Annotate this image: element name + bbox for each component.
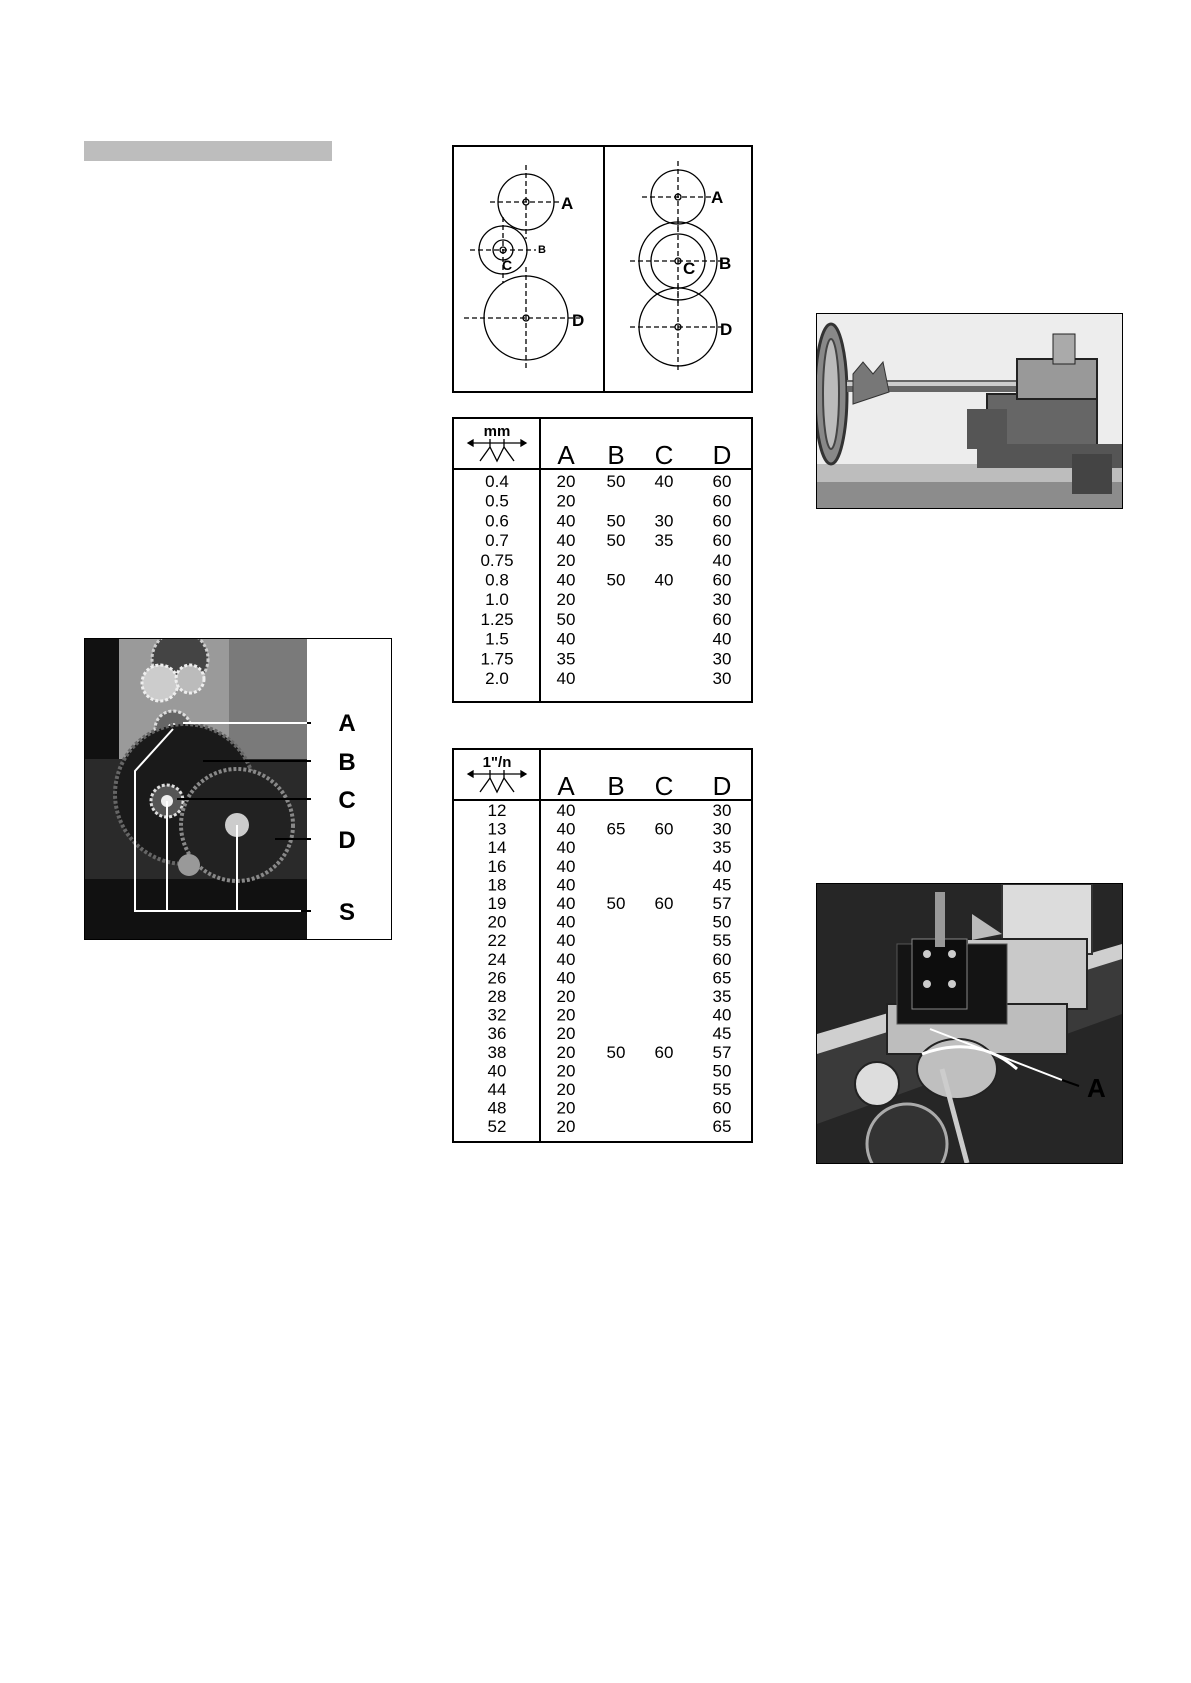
inch-row (488, 1061, 732, 1080)
metric-cell-d: 30 (712, 590, 732, 610)
thread-pitch-icon (468, 439, 526, 461)
metric-cell-d: 60 (712, 609, 732, 629)
inch-cell-a: 20 (556, 1080, 576, 1099)
metric-cell-d: 40 (712, 550, 732, 570)
inch-cell-b: 50 (606, 894, 626, 913)
inch-cell-a: 40 (556, 819, 576, 839)
metric-cell-a: 20 (556, 472, 576, 491)
inch-row (488, 1006, 732, 1025)
inch-cell-key: 18 (487, 875, 507, 895)
inch-col-d: D (712, 771, 732, 801)
inch-gear-table (452, 748, 753, 1143)
inch-cell-a: 40 (556, 856, 576, 876)
inch-cell-key: 40 (487, 1061, 507, 1081)
inch-col-b: B (607, 771, 625, 801)
inch-cell-key: 20 (487, 912, 507, 932)
inch-cell-a: 40 (556, 875, 576, 895)
metric-col-d: D (712, 440, 732, 470)
inch-row (488, 801, 732, 820)
right-label-b: B (719, 254, 732, 273)
inch-cell-key: 32 (487, 1005, 507, 1025)
metric-cell-d: 60 (712, 472, 732, 491)
inch-cell-b: 50 (606, 1042, 626, 1062)
metric-cell-key: 1.5 (485, 629, 509, 649)
thread-pitch-icon (468, 770, 526, 792)
inch-cell-d: 57 (712, 894, 732, 913)
inch-row (488, 838, 732, 857)
inch-cell-b: 65 (606, 819, 626, 839)
inch-row (488, 950, 732, 969)
metric-cell-a: 40 (556, 511, 576, 531)
inch-cell-a: 20 (556, 1117, 576, 1137)
inch-cell-key: 24 (487, 949, 507, 969)
inch-cell-a: 40 (556, 968, 576, 988)
inch-cell-d: 45 (712, 1024, 732, 1044)
metric-row (485, 669, 731, 688)
metric-cell-a: 40 (556, 669, 576, 688)
inch-col-c: C (654, 771, 674, 801)
left-label-a: A (561, 194, 574, 213)
section-heading-bar (84, 141, 332, 161)
photo-label-s: S (338, 899, 356, 926)
inch-cell-key: 22 (487, 931, 507, 951)
inch-cell-d: 57 (712, 1042, 732, 1062)
metric-cell-d: 30 (712, 669, 732, 688)
inch-cell-key: 36 (487, 1024, 507, 1044)
inch-cell-d: 55 (712, 931, 732, 951)
metric-cell-key: 1.0 (485, 590, 509, 610)
carriage-toolpost-photo (816, 883, 1123, 1164)
inch-cell-d: 60 (712, 1098, 732, 1118)
inch-cell-d: 50 (712, 1061, 732, 1081)
metric-gear-table (452, 417, 753, 703)
metric-row (485, 472, 731, 491)
inch-cell-key: 14 (487, 838, 507, 858)
inch-unit-label: 1"/n (482, 754, 512, 771)
inch-cell-a: 40 (556, 894, 576, 913)
inch-cell-d: 30 (712, 801, 732, 820)
inch-row (488, 1080, 732, 1099)
metric-cell-a: 35 (556, 649, 576, 669)
inch-cell-d: 60 (712, 949, 732, 969)
inch-row (488, 875, 732, 894)
inch-cell-c: 60 (654, 819, 674, 839)
lathe-spindle-photo (816, 313, 1123, 509)
inch-row (488, 820, 732, 839)
metric-cell-key: 0.5 (485, 491, 509, 511)
gear-train-photo (84, 638, 392, 940)
inch-row (488, 931, 732, 950)
metric-cell-a: 20 (556, 550, 576, 570)
metric-cell-key: 0.7 (485, 531, 509, 551)
metric-cell-b: 50 (606, 570, 626, 590)
inch-row (488, 968, 732, 987)
left-label-b: B (538, 244, 546, 256)
inch-cell-key: 13 (487, 819, 507, 839)
inch-cell-d: 40 (712, 1005, 732, 1025)
metric-cell-key: 0.4 (485, 472, 509, 491)
metric-cell-d: 60 (712, 570, 732, 590)
inch-cell-key: 16 (487, 856, 507, 876)
metric-cell-c: 40 (654, 472, 674, 491)
metric-cell-c: 40 (654, 570, 674, 590)
inch-row (488, 1024, 732, 1043)
metric-row (480, 551, 731, 570)
inch-cell-key: 19 (487, 894, 507, 913)
right-label-d: D (720, 320, 733, 339)
metric-cell-d: 40 (712, 629, 732, 649)
left-label-d: D (572, 311, 585, 330)
inch-cell-a: 20 (556, 987, 576, 1006)
right-label-a: A (711, 188, 724, 207)
inch-cell-d: 45 (712, 875, 732, 895)
metric-unit-label: mm (483, 423, 511, 440)
right-label-c: C (683, 259, 696, 278)
inch-cell-a: 40 (556, 912, 576, 932)
gear-arrangement-diagram (452, 145, 753, 393)
photo-label-c: C (338, 787, 356, 814)
inch-cell-a: 20 (556, 1024, 576, 1044)
inch-cell-c: 60 (654, 1042, 674, 1062)
inch-cell-d: 50 (712, 912, 732, 932)
metric-cell-a: 40 (556, 629, 576, 649)
inch-cell-d: 65 (712, 968, 732, 988)
metric-row (485, 630, 731, 649)
metric-col-a: A (557, 440, 575, 470)
left-label-c: C (502, 257, 513, 273)
inch-row (488, 857, 732, 876)
inch-row (488, 987, 732, 1006)
inch-cell-key: 26 (487, 968, 507, 988)
metric-cell-d: 60 (712, 531, 732, 551)
metric-cell-d: 30 (712, 649, 732, 669)
metric-cell-d: 60 (712, 491, 732, 511)
metric-cell-b: 50 (606, 511, 626, 531)
inch-cell-key: 52 (487, 1117, 507, 1137)
inch-cell-c: 60 (654, 894, 674, 913)
inch-cell-a: 40 (556, 949, 576, 969)
inch-cell-a: 40 (556, 931, 576, 951)
metric-cell-b: 50 (606, 472, 626, 491)
metric-row (485, 590, 731, 609)
inch-cell-d: 65 (712, 1117, 732, 1137)
inch-cell-a: 20 (556, 1061, 576, 1081)
metric-cell-a: 20 (556, 590, 576, 610)
inch-cell-d: 35 (712, 838, 732, 858)
inch-cell-d: 55 (712, 1080, 732, 1099)
metric-col-b: B (607, 440, 625, 470)
metric-cell-a: 20 (556, 491, 576, 511)
photo-label-a: A (338, 710, 356, 737)
metric-row (485, 571, 731, 590)
metric-cell-key: 1.25 (480, 609, 514, 629)
metric-cell-key: 0.8 (485, 570, 509, 590)
inch-row (488, 1099, 732, 1118)
metric-cell-a: 40 (556, 570, 576, 590)
metric-table-rows (480, 472, 731, 688)
metric-cell-c: 30 (654, 511, 674, 531)
metric-cell-key: 2.0 (485, 669, 509, 688)
inch-row (488, 894, 732, 913)
metric-col-c: C (654, 440, 674, 470)
photo-label-b: B (338, 749, 356, 776)
metric-cell-d: 60 (712, 511, 732, 531)
metric-cell-a: 50 (556, 609, 576, 629)
inch-cell-a: 40 (556, 801, 576, 820)
inch-row (488, 913, 732, 932)
metric-row (480, 610, 731, 629)
inch-cell-key: 38 (487, 1042, 507, 1062)
inch-row (488, 1117, 732, 1136)
metric-row (485, 511, 731, 530)
inch-cell-key: 28 (487, 987, 507, 1006)
metric-cell-a: 40 (556, 531, 576, 551)
metric-cell-key: 0.6 (485, 511, 509, 531)
inch-cell-a: 20 (556, 1005, 576, 1025)
inch-cell-d: 30 (712, 819, 732, 839)
metric-row (485, 492, 731, 511)
inch-cell-a: 20 (556, 1098, 576, 1118)
metric-row (485, 531, 731, 550)
carriage-label-a: A (1087, 1073, 1106, 1103)
metric-cell-c: 35 (654, 531, 674, 551)
inch-cell-key: 44 (487, 1080, 507, 1099)
inch-cell-a: 20 (556, 1042, 576, 1062)
photo-label-d: D (338, 827, 356, 854)
inch-table-rows (488, 801, 732, 1136)
metric-cell-b: 50 (606, 531, 626, 551)
metric-cell-key: 0.75 (480, 550, 514, 570)
metric-row (480, 649, 731, 668)
inch-cell-key: 12 (487, 801, 507, 820)
inch-cell-d: 35 (712, 987, 732, 1006)
inch-cell-d: 40 (712, 856, 732, 876)
inch-row (488, 1043, 732, 1062)
inch-cell-a: 40 (556, 838, 576, 858)
metric-cell-key: 1.75 (480, 649, 514, 669)
inch-col-a: A (557, 771, 575, 801)
inch-cell-key: 48 (487, 1098, 507, 1118)
